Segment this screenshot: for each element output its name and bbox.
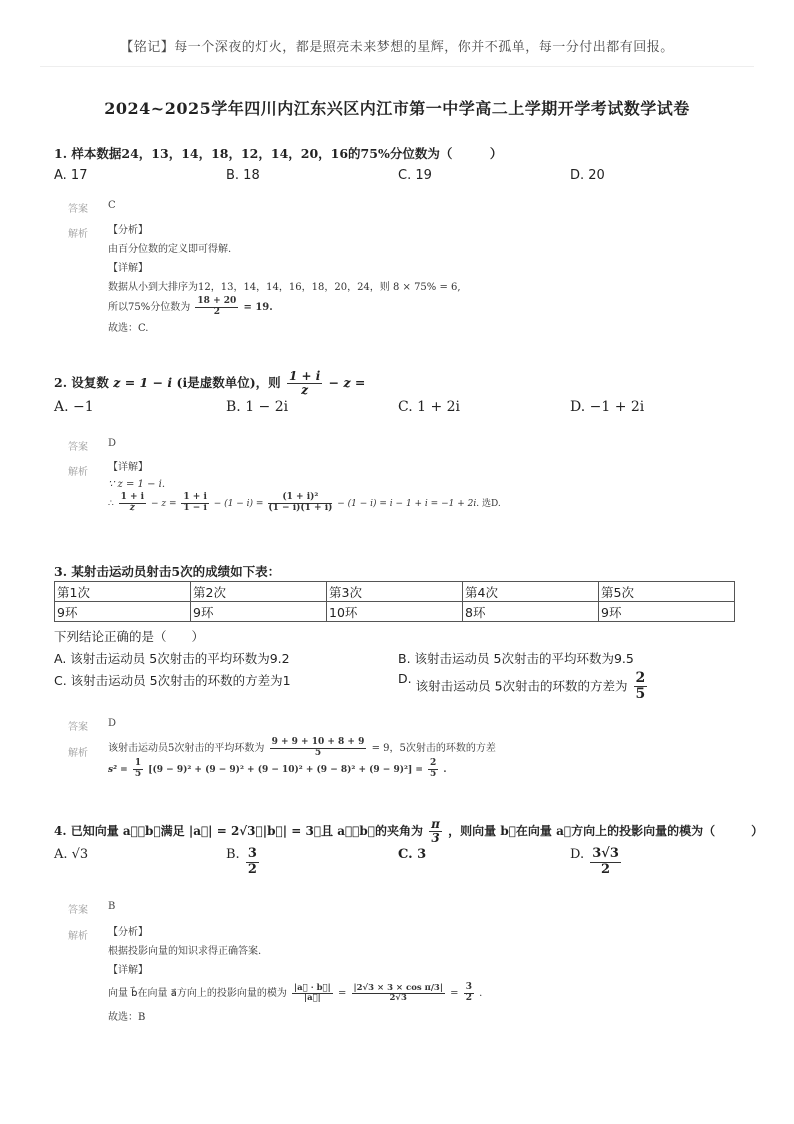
analysis-line: 【分析】	[108, 927, 148, 938]
fraction	[428, 759, 438, 780]
table-header-cell: 第2次	[191, 582, 327, 602]
fraction-denominator: 2	[213, 306, 220, 317]
fraction-denominator: 5	[134, 768, 142, 779]
analysis-text: 所以75%分位数为	[108, 301, 191, 313]
analysis-text: 选D.	[481, 498, 501, 509]
stem-math: z = 1 − i	[113, 375, 173, 391]
analysis-line	[108, 738, 728, 759]
fraction-denominator: 2	[601, 861, 611, 877]
question-3-stem: 3. 某射击运动员射击5次的成绩如下表：	[54, 564, 281, 579]
fraction	[195, 297, 238, 318]
fraction	[287, 370, 322, 397]
option-b[interactable]	[226, 847, 261, 877]
stem-text: ，则向量 b⃗在向量 a⃗方向上的投影向量的模为（ ）	[448, 824, 764, 839]
option-d[interactable]	[570, 847, 623, 877]
option-a[interactable]: A. √3	[54, 847, 89, 863]
question-4	[54, 817, 764, 885]
table-row	[55, 602, 735, 622]
option-letter: D.	[398, 671, 412, 686]
analysis-text: 该射击运动员5次射击的平均环数为	[108, 742, 265, 754]
analysis-line	[108, 493, 728, 514]
analysis-text: − z =	[150, 498, 177, 509]
analysis-text: = 19.	[243, 301, 273, 313]
analysis-line	[108, 759, 728, 780]
question-3-analysis	[108, 738, 728, 780]
analysis-text: s² =	[108, 764, 128, 775]
fraction-denominator: 5	[314, 747, 322, 758]
answer-label: 答案	[68, 442, 88, 453]
fraction-numerator: |a⃗ · b⃗|	[294, 982, 331, 993]
motto-banner: 【铭记】每一个深夜的灯火，都是照亮未来梦想的星辉，你并不孤单，每一分付出都有回报。	[120, 40, 674, 55]
analysis-line: 【详解】	[108, 965, 148, 976]
option-c[interactable]: C. 19	[398, 168, 432, 183]
table-header-cell: 第5次	[599, 582, 735, 602]
option-c[interactable]: C. 该射击运动员 5次射击的环数的方差为1	[54, 673, 291, 688]
fraction-numerator: 3	[247, 846, 257, 862]
analysis-line: 【分析】	[108, 225, 148, 236]
question-3-answer: D	[108, 718, 117, 729]
fraction	[464, 983, 474, 1004]
fraction-denominator: 2	[465, 993, 472, 1003]
option-a[interactable]: A. −1	[54, 399, 94, 416]
answer-label: 答案	[68, 722, 88, 733]
fraction-numerator: 3√3	[592, 846, 619, 862]
fraction-denominator: 5	[430, 768, 437, 779]
analysis-text: [(9 − 9)² + (9 − 9)² + (9 − 10)² + (9 − 8)² + (9 − 9)²] =	[148, 764, 423, 775]
fraction-denominator: 2√3	[389, 993, 407, 1003]
stem-text: (i是虚数单位)，则	[176, 375, 281, 391]
fraction-numerator: 1 + i	[288, 369, 321, 383]
fraction	[590, 847, 621, 877]
page-title: 2024~2025学年四川内江东兴区内江市第一中学高二上学期开学考试数学试卷	[104, 99, 690, 118]
fraction-numerator: 2	[635, 670, 646, 686]
fraction-numerator: 1 + i	[120, 492, 145, 502]
analysis-text: 向量 b⃗在向量 a⃗方向上的投影向量的模为	[108, 988, 287, 999]
option-letter: D.	[570, 847, 585, 863]
question-1	[54, 144, 754, 190]
fraction	[181, 493, 209, 514]
fraction-denominator: 5	[635, 686, 646, 703]
option-b[interactable]: B. 该射击运动员 5次射击的平均环数为9.5	[398, 651, 634, 666]
option-c[interactable]: C. 3	[398, 847, 427, 863]
option-text: 该射击运动员 5次射击的环数的方差为	[415, 678, 628, 694]
question-2-options	[54, 399, 754, 421]
question-4-stem	[54, 817, 764, 846]
fraction	[352, 984, 445, 1004]
analysis-line: 故选：B	[108, 1012, 146, 1023]
fraction-numerator: π	[431, 817, 440, 831]
fraction-numerator: 18 + 20	[197, 296, 237, 306]
fraction-numerator: 1 + i	[183, 492, 207, 502]
question-2-analysis	[108, 459, 728, 514]
table-cell: 9环	[55, 602, 191, 622]
analysis-line: 数据从小到大排序为12，13，14，14，16，18，20，24，则 8 × 75% = 6,	[108, 282, 461, 293]
option-letter: B.	[226, 847, 240, 863]
question-1-analysis	[108, 221, 728, 338]
question-1-answer: C	[108, 200, 116, 211]
fraction-denominator: |a⃗|	[303, 993, 321, 1003]
analysis-text: =	[337, 988, 347, 999]
option-b[interactable]: B. 18	[226, 168, 260, 183]
option-d[interactable]	[398, 671, 649, 703]
question-3	[54, 562, 754, 580]
question-2-answer: D	[108, 438, 117, 449]
fraction	[429, 818, 442, 845]
fraction-denominator: 2	[247, 861, 257, 877]
table-header-row	[55, 582, 735, 602]
answer-label: 答案	[68, 905, 88, 916]
question-2	[54, 370, 754, 421]
analysis-label: 解析	[68, 229, 88, 240]
analysis-line: 故选：C.	[108, 323, 149, 334]
fraction-denominator: (1 − i)(1 + i)	[268, 502, 333, 513]
analysis-text: .	[479, 988, 483, 999]
question-4-analysis	[108, 923, 728, 1027]
scores-table	[54, 581, 735, 622]
table-cell: 10环	[327, 602, 463, 622]
question-1-stem: 1. 样本数据24，13，14，18，12，14，20，16的75%分位数为（ ）	[54, 146, 503, 161]
analysis-line: 根据投影向量的知识求得正确答案.	[108, 946, 262, 957]
table-header-cell: 第1次	[55, 582, 191, 602]
fraction-denominator: 3	[431, 831, 440, 846]
analysis-label: 解析	[68, 467, 88, 478]
analysis-line: 【详解】	[108, 462, 148, 473]
table-cell: 9环	[599, 602, 735, 622]
option-d[interactable]: D. 20	[570, 168, 605, 183]
fraction-denominator: z	[301, 383, 309, 398]
analysis-line: 由百分位数的定义即可得解.	[108, 244, 232, 255]
question-1-options	[54, 168, 754, 190]
analysis-line: ∵ z = 1 − i.	[108, 479, 166, 490]
analysis-line	[108, 297, 728, 319]
answer-label: 答案	[68, 204, 88, 215]
question-4-options	[54, 845, 754, 885]
question-2-stem	[54, 370, 754, 397]
option-c[interactable]: C. 1 + 2i	[398, 399, 461, 416]
fraction-numerator: 2	[430, 757, 437, 768]
fraction-numerator: 3	[465, 982, 472, 993]
fraction-numerator: 1	[134, 757, 142, 768]
fraction-numerator: |2√3 × 3 × cos π/3|	[353, 982, 443, 993]
table-header-cell: 第3次	[327, 582, 463, 602]
analysis-text: − (1 − i) =	[213, 498, 264, 509]
analysis-label: 解析	[68, 748, 88, 759]
header-divider	[40, 66, 754, 67]
fraction	[270, 738, 367, 759]
question-3-options	[54, 649, 754, 709]
analysis-text: .	[443, 764, 447, 775]
fraction-denominator: z	[129, 502, 135, 513]
option-a[interactable]: A. 17	[54, 168, 88, 183]
analysis-text: − (1 − i) = i − 1 + i = −1 + 2i.	[337, 498, 480, 509]
fraction-numerator: (1 + i)²	[268, 493, 332, 504]
fraction	[268, 493, 332, 514]
option-d[interactable]: D. −1 + 2i	[570, 399, 645, 416]
stem-text: 4. 已知向量 a⃗，b⃗满足 |a⃗| = 2√3，|b⃗| = 3，且 a⃗，b⃗的夹角为	[54, 824, 423, 839]
fraction	[119, 493, 147, 514]
fraction	[133, 759, 143, 780]
table-cell: 8环	[463, 602, 599, 622]
fraction	[292, 984, 333, 1004]
fraction	[246, 847, 259, 877]
analysis-label: 解析	[68, 931, 88, 942]
table-cell: 9环	[191, 602, 327, 622]
table-header-cell: 第4次	[463, 582, 599, 602]
analysis-line	[108, 980, 728, 1008]
question-4-answer: B	[108, 901, 116, 912]
fraction-denominator: 1 − i	[183, 502, 207, 513]
analysis-text: = 9，5次射击的环数的方差	[371, 742, 496, 754]
stem-math: − z =	[328, 375, 366, 391]
fraction	[634, 671, 648, 703]
analysis-text: =	[450, 988, 459, 999]
option-a[interactable]: A. 该射击运动员 5次射击的平均环数为9.2	[54, 651, 290, 666]
analysis-text: ∴	[108, 498, 114, 509]
question-3-prompt: 下列结论正确的是（ ）	[54, 629, 205, 644]
fraction-numerator: 9 + 9 + 10 + 8 + 9	[271, 737, 365, 747]
analysis-line: 【详解】	[108, 263, 148, 274]
stem-text: 2. 设复数	[54, 375, 109, 391]
option-b[interactable]: B. 1 − 2i	[226, 399, 289, 416]
